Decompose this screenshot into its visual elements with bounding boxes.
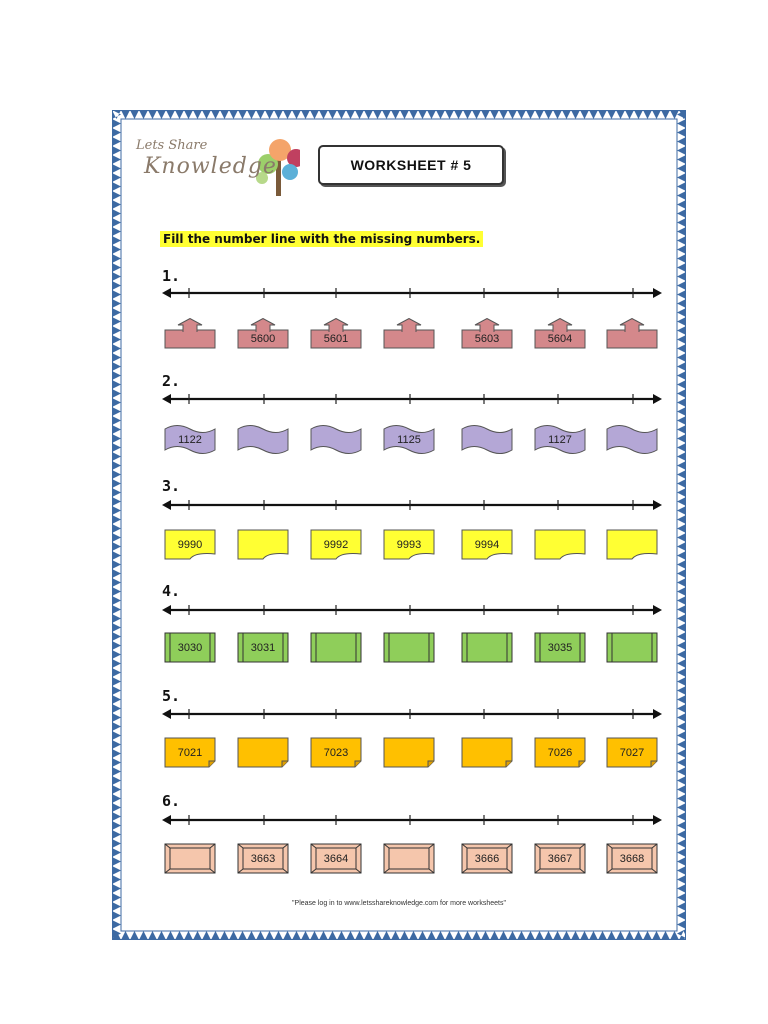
problem-number: 6. [162, 792, 181, 810]
box-value: 7021 [177, 746, 203, 759]
answer-box-blank[interactable] [606, 318, 658, 349]
answer-box-blank[interactable] [606, 632, 658, 663]
box-value: 5603 [474, 332, 500, 345]
number-box [534, 632, 586, 663]
logo-text-top: Lets Share [136, 138, 208, 153]
answer-box-blank[interactable] [461, 424, 513, 455]
box-value: 1122 [178, 433, 202, 446]
problem-number: 4. [162, 582, 181, 600]
answer-box-blank[interactable] [164, 318, 216, 349]
box-value: 3666 [474, 852, 500, 865]
number-box [606, 737, 658, 768]
number-line [162, 704, 662, 724]
answer-box-blank[interactable] [164, 843, 216, 874]
number-box [461, 318, 513, 349]
answer-box-blank[interactable] [237, 529, 289, 560]
answer-box-blank[interactable] [237, 424, 289, 455]
number-box [164, 424, 216, 455]
instruction-text: Fill the number line with the missing numbers. [160, 231, 483, 247]
box-value: 3035 [547, 641, 573, 654]
problem-number: 3. [162, 477, 181, 495]
answer-box-blank[interactable] [461, 632, 513, 663]
answer-box-blank[interactable] [383, 632, 435, 663]
number-box [534, 737, 586, 768]
number-box [237, 318, 289, 349]
box-value: 1127 [548, 433, 572, 446]
box-value: 9994 [474, 538, 500, 551]
answer-box-blank[interactable] [383, 318, 435, 349]
problem-number: 2. [162, 372, 181, 390]
box-value: 3664 [323, 852, 349, 865]
number-box [310, 529, 362, 560]
number-box [534, 318, 586, 349]
box-value: 1125 [397, 433, 421, 446]
footer-note: "Please log in to www.letsshareknowledge.com for more worksheets" [292, 900, 506, 907]
answer-box-blank[interactable] [383, 737, 435, 768]
worksheet-page [112, 110, 686, 940]
answer-box-blank[interactable] [383, 843, 435, 874]
number-line [162, 283, 662, 303]
number-box [461, 843, 513, 874]
answer-box-blank[interactable] [606, 424, 658, 455]
number-box [383, 424, 435, 455]
number-box [310, 843, 362, 874]
box-value: 3668 [619, 852, 645, 865]
number-line [162, 810, 662, 830]
answer-box-blank[interactable] [237, 737, 289, 768]
answer-box-blank[interactable] [310, 632, 362, 663]
answer-box-blank[interactable] [534, 529, 586, 560]
answer-box-blank[interactable] [606, 529, 658, 560]
number-box [461, 529, 513, 560]
number-line [162, 495, 662, 515]
number-box [164, 632, 216, 663]
number-box [164, 529, 216, 560]
box-value: 9993 [396, 538, 422, 551]
number-box [310, 318, 362, 349]
box-value: 7027 [619, 746, 645, 759]
number-box [164, 737, 216, 768]
box-value: 9990 [177, 538, 203, 551]
box-value: 5601 [323, 332, 349, 345]
answer-box-blank[interactable] [310, 424, 362, 455]
number-box [237, 843, 289, 874]
problem-number: 5. [162, 687, 181, 705]
box-value: 3667 [547, 852, 573, 865]
answer-box-blank[interactable] [461, 737, 513, 768]
box-value: 5604 [547, 332, 573, 345]
logo [130, 128, 300, 198]
number-box [237, 632, 289, 663]
number-box [534, 843, 586, 874]
number-box [534, 424, 586, 455]
box-value: 7026 [547, 746, 573, 759]
number-box [383, 529, 435, 560]
box-value: 9992 [323, 538, 349, 551]
number-box [310, 737, 362, 768]
box-value: 7023 [323, 746, 349, 759]
box-value: 3030 [177, 641, 203, 654]
box-value: 5600 [250, 332, 276, 345]
problem-number: 1. [162, 267, 181, 285]
number-box [606, 843, 658, 874]
number-line [162, 389, 662, 409]
box-value: 3031 [250, 641, 276, 654]
logo-text-main: Knowledge [144, 154, 277, 179]
worksheet-title: WORKSHEET # 5 [318, 145, 504, 185]
number-line [162, 600, 662, 620]
box-value: 3663 [250, 852, 276, 865]
